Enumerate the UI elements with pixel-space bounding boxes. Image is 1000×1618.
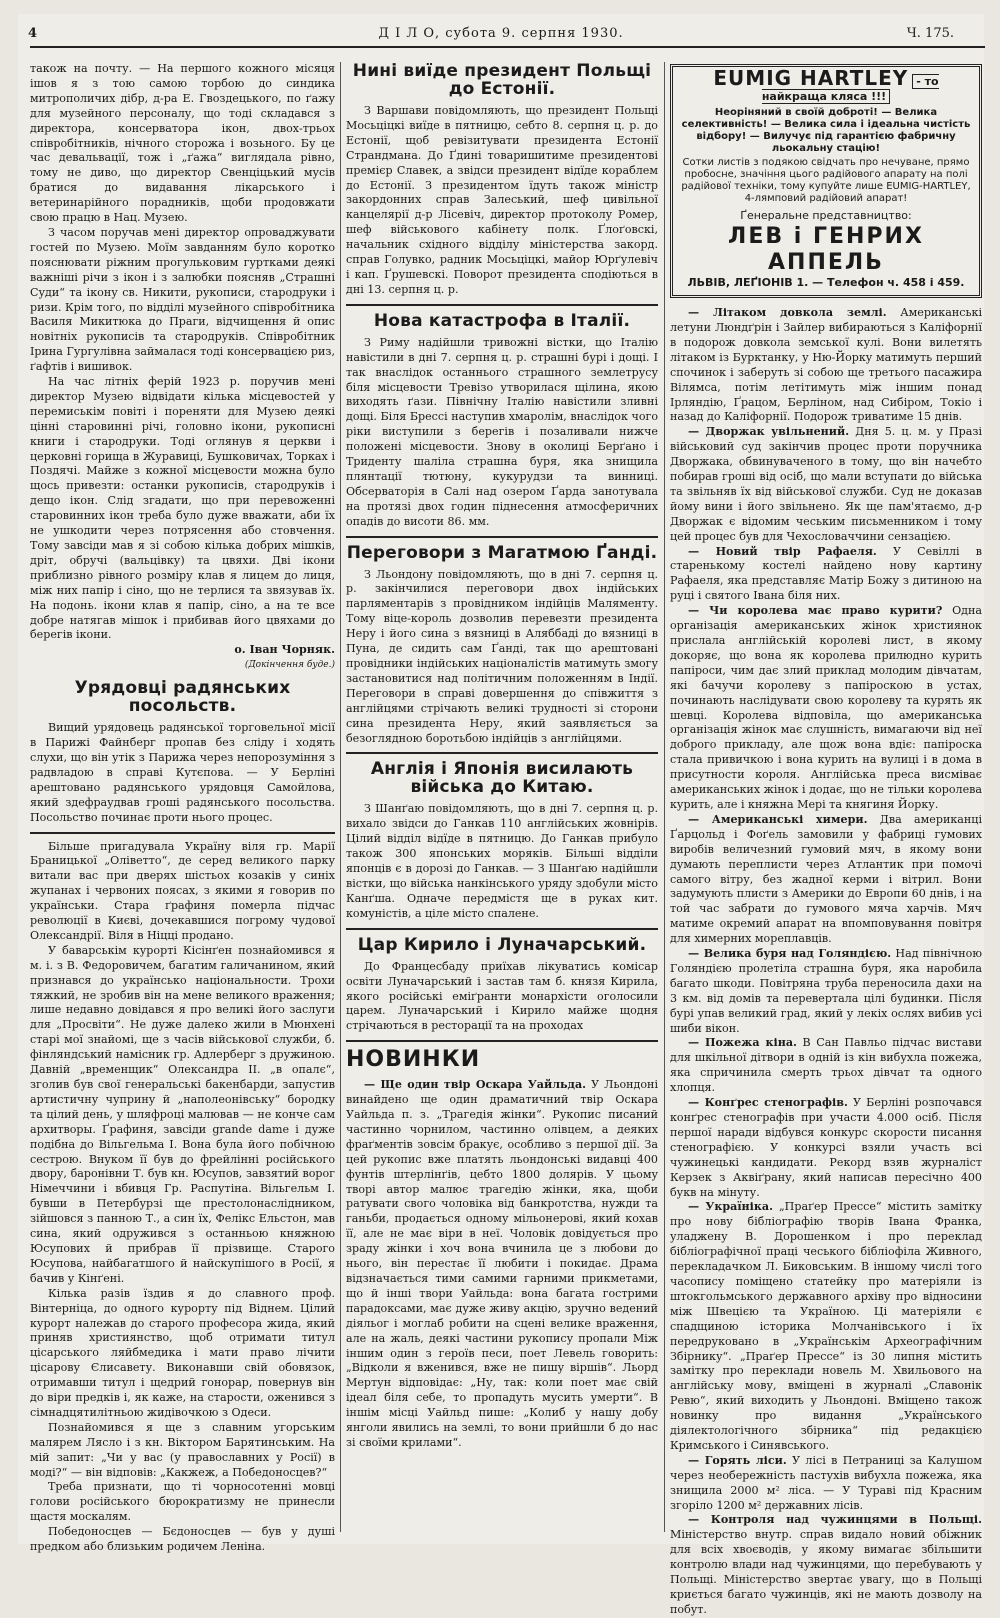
- article-paragraph: Вищий урядовець радянської торговельної місії в Парижі Файнберг пропав без сліду і ходять слухи, що він утік з Парижа через непорозуміння з радвладою в справі Кутєпова. — У Берліні арештовано радянського урядовця Самойлова, який здефраудвав гроші радянського посольства. Посольство починає проти нього процес.: [30, 721, 335, 824]
- column-right: [670, 62, 983, 1616]
- headline: Урядовці радянських посольств.: [74, 678, 291, 717]
- section-rule: [346, 1040, 658, 1042]
- header-rule: [30, 46, 985, 48]
- section-rule: [346, 752, 658, 754]
- ad-text: Сотки листів з подякою свідчать про нечуване, прямо пробосне, значіння цього радійового апарату на полі радійової техніки, тому купуйте лише EUMIG-HARTLEY, 4-лямповий радійовий апарат!: [681, 157, 971, 205]
- news-item: [670, 1200, 982, 1453]
- news-lead: — Конґрес стенографів.: [688, 1096, 848, 1110]
- headline: Нова катастрофа в Італії.: [373, 310, 631, 331]
- news-text: „Праґер Прессе“ містить замітку про нову бібліографію творів Івана Франка, уладжену В. Дорошенком і про переклад бібліографічної праці чеського бібліофіла Живного, перекладачком Л. Биковським. В іншому числі того часопису поміщено статейку про матеріяли із штокгольмського державного архіву про відносини між Швецією та Україною. Ці матеріяли є спадщиною історика Молчанівського і їх передруковано в „Українськім Археографічним Збірнику“. „Праґер Прессе“ із 30 липня містить замітку про переклади новель М. Хвильового на англійську мову, вміщені в журналі „Славонік Ревю“, який виходить у Льондоні. Вміщено також новинку про видання „Українського діялектологічного збірника“ під редакцією Кримського і Синявського.: [670, 1200, 983, 1452]
- news-lead: — Горять ліси.: [688, 1453, 787, 1467]
- news-lead: — Контроля над чужинцями в Польщі.: [688, 1513, 982, 1527]
- news-text: У лісі в Петраниці за Калушом через необережність пастухів вибухла пожежа, яка знищила 2000 м² ліса. — У Тураві під Красним згоріло 1200 м² державних лісів.: [670, 1453, 982, 1512]
- issue-number: Ч. 175.: [906, 26, 954, 41]
- news-lead: — Україніка.: [688, 1200, 773, 1214]
- article-paragraph: З часом поручав мені директор опроваджувати гостей по Музею. Моїм завданням було коротко пояснювати ріжним прогульковим гуртками деякі важніші річи з ікон і з залюбки поясняв „Страшні Суди“ та ікону св. Никити, рукописи, стародруки і ризи. Крім того, по відділі музейного співробітника Василя Микитюка до Праги, відчищення й опис новітніх рукописів та стародруків. Співробітник Ірина Гургулівна займалася тоді консервацією риз, ґафтів і вишивок.: [30, 225, 335, 374]
- news-item: [670, 306, 982, 425]
- news-item: [670, 1454, 982, 1514]
- news-lead: — Новий твір Рафаеля.: [688, 544, 877, 558]
- ad-brand: EUMIG HARTLEY: [713, 66, 909, 90]
- article-paragraph: Познайомився я ще з славним угорським малярем Лясло і з кн. Віктором Барятинським. На мій запит: „Чи у вас (у православних у Росії) в моді?“ — він відповів: „Какжеж, а Победоносцев?“: [30, 1420, 335, 1479]
- news-lead: — Пожежа кіна.: [688, 1036, 797, 1050]
- column-divider: [664, 62, 665, 1532]
- masthead: Д І Л О, субота 9. серпня 1930.: [378, 26, 624, 41]
- ad-representative-label: Ґенеральне представництво:: [740, 209, 912, 223]
- article-paragraph: Победоносцев — Бєдоносцев — був у душі предком або близьким родичем Леніна.: [30, 1525, 335, 1554]
- article-paragraph: також на почту. — На першого кожного місяця ішов я з тою самою торбою до синдика митрополичих дібр, д-ра Е. Гвоздецького, по ґажу для музейного персоналу, що тоді складався з директора, консерватора ікон, двох-трьох співробітників, нічного сторожа і возьного. Бу це час девальвації, тож і „ґажа“ виглядала рівно, тому не диво, що директор Свенціцький мусів братися до видавання лікарського і ветеринарійного порадників, щоби продовжати свою працю в Нац. Музею.: [30, 62, 335, 225]
- column-left: [30, 62, 335, 1554]
- news-text: Дня 5. ц. м. у Празі військовий суд закінчив процес проти поручника Дворжака, обвинуваченого в тому, що він начебто побирав гроші від осіб, що мали вступати до війська та звільняв їх від військової служби. Суд не доказав йому вини і його звільнено. Як ще пам'ятаємо, д-р Дворжак є відомим чеським письменником і тому цей процес був для Чехословаччини сензацією.: [670, 425, 982, 543]
- news-lead: — Дворжак увільнений.: [688, 425, 850, 439]
- news-item: [346, 1078, 658, 1451]
- section-rule: [346, 536, 658, 538]
- article-paragraph: На час літніх ферій 1923 р. поручив мені директор Музею відвідати кілька місцевостей у перемиськім повіті і пореняти для Музею деякі цінні старовинні річі, головно ікони, рукописні книги і стародруки. Тоді оглянув я церкви і церковні горища в Журавиці, Бушковичах, Торках і Поздячі. Майже з кожної місцевости можна було щось привезти: останки рукописів, стародруків і дещо ікон. Слід згадати, що при перевоженні старовинних ікон треба було дуже вважати, аби їх не ушкодити через потрясення або стовчення. Тому завсіди мав я зі собою кілька добрих мішків, дріт, обручі (вальцівку) та цвяхи. Дві ікони приблизно рівного розміру клав я лицем до лиця, між них папір і сіно, що не терлися та звязував їх. На подонь. ікони клав я папір, сіно, а на те все добре натягав мішок і прибивав його цвяхами до берегів ікони.: [30, 375, 335, 642]
- news-item: [670, 813, 982, 947]
- news-text: Два американці Ґарцольд і Фоґель замовили у фабриці гумових виробів величезний гумовий мяч, в якому вони думають переплисти через Атлантик при помочі самого вітру, без жадної керми і вітрил. Вони задумують плисти з Америки до Европи 60 днів, і на той час забрати до гумового мяча харчів. Мяч матиме окремий апарат на впомповування повітря для химерних мореплавців.: [670, 812, 982, 946]
- news-lead: — Велика буря над Голяндією.: [688, 947, 892, 961]
- article-paragraph: Треба признати, що ті чорносотенні мовці голови російського бюрократизму не принесли щастя москалям.: [30, 1480, 335, 1524]
- author-signature: о. Іван Чорняк.: [234, 643, 335, 657]
- article-paragraph: З Льондону повідомляють, що в дні 7. серпня ц. р. закінчилися переговори двох індійських парляментарів з провідником індійців Маляменту. Тому віце-король дозволив перевезти президента Неру і його сина з вязниці в Аляббаді до вязниці в Пуна, де сидить сам Ґанді, так що арештовані провідники індійських націоналістів матимуть змогу застановитися над політичним положенням в Індії. Переговори в справі довершення до співжиття з англійцями стрічають великі трудності зі сторони сина президента Неру, який заявляється за безоглядною боротьбою індійців з англійцями.: [346, 567, 658, 745]
- ad-text: Неоріняний в своїй доброті! — Велика селективність! — Велика сила і ідеальна чистість відбору! — Вилучує під гарантією фабричну льокальну стацію!: [681, 107, 971, 155]
- news-text: Міністерство внутр. справ видало новий обіжник для всіх хвоєводів, у якому вимагає збільшити контролю влади над чужинцями, що перебувають у Польщі. Міністерство звертає увагу, що в Польщі криється багато чужинців, які не мають дозволу на побут.: [670, 1528, 982, 1616]
- article-paragraph: Більше пригадувала Україну віля гр. Марії Браницької „Оліветто“, де серед великого парку витали вас при дверях шістьох козаків у синіх жупанах і червоних поясах, з якими я говорив по українськи. Стара ґрафиня померла підчас революції в Києві, дочекавшися погрому чудової Олександрії. Віля в Ніцці продано.: [30, 839, 335, 942]
- article-paragraph: З Риму надійшли тривожні вістки, що Італію навістили в дні 7. серпня ц. р. страшні бурі і дощі. І так внаслідок останнього страшного землетрусу біля місцевости Тревізо утворилася щілина, якою виходять ґази. Північну Італію навістили зливні дощі. Біля Брессі наступив хмаролім, внаслідок чого ріки виступили з берегів і позаливали нижче положені місцевости. Знову в околиці Берґано і Триденту шаліла страшна буря, яка знищила плянтації тютюну, кукурудзи та винниці. Обсерваторія в Салі над озером Ґарда занотувала на протязі двох годин піднесення атмосферичних опадів до висоти 86. мм.: [346, 335, 658, 528]
- news-lead: — Чи королева має право курити?: [688, 604, 943, 618]
- section-rule: [346, 304, 658, 306]
- page-header: [18, 22, 984, 46]
- article-paragraph: У баварськім курорті Кісінґен познайомився я м. і. з В. Федоровичем, багатим галичанином, який признався до українсько національности. Трохи тяжкий, не зробив він на мене великого враження; лише недавно довідався я про великі його заслуги для „Просвіти“. Не дуже далеко жили в Мюнхені старі мої знайомі, ще з часів військової служби, б. фінляндський намісник гр. Адлерберг з дружиною. Давній „временщик“ Олександра ІІ. „в опалє“, зголив був свої генеральські бакенбарди, запустив артистичну чуприну й „наполеонівську“ бородку та цілий день, у шляфроці малював — не конче сам архитворы. Ґрафиня, завсіди grande dame і дуже подібна до Вільгельма І. Вона була його побічною сестрою. Внуком її був до фрейлінні російського двору, баронівни Т. був кн. Юсупов, завзятий ворог Німеччини і вбивця Гр. Распутіна. Вільгельм І. бувши в Петербурзі ще престолонаслідником, зійшовся з панною Т., а син їх, Фелікс Ельстон, мав сина, який одружився з останньою княжною Юсупових й прибрав її прізвище. Старого Юсупова, найбагатшого й найскупішого в Росії, я бачив у Кінґені.: [30, 943, 335, 1285]
- article-paragraph: З Шанґаю повідомляють, що в дні 7. серпня ц. р. вихало звідси до Ганкав 110 англійських жовнірів. Цілий відділ відїде в пятницю. До Ганкав прибуло також 300 японських моряків. Більші відділи японців є в дорозі до Ганкав. — З Шанґаю надійшли вістки, що війська нанкінського уряду здобули місто Канґша. Одначе передмістя ще в руках кит. комуністів, а ціле місто спалене.: [346, 802, 658, 920]
- news-item: [670, 545, 982, 605]
- section-rule: [346, 928, 658, 930]
- news-lead: — Ще один твір Оскара Уайльда.: [364, 1078, 587, 1092]
- column-middle: [346, 62, 658, 1532]
- news-lead: — Літаком довкола землі.: [688, 306, 887, 320]
- section-rule: [30, 832, 335, 834]
- news-text: У Льондоні винайдено ще один драматичний твір Оскара Уайльда п. з. „Трагедія жінки“. Рукопис писаний частинно чорнилом, частинно олівцем, а деяких фраґментів зовсім бракує, особливо з першої дії. За цей рукопис вже платять льондонські видавці 400 фунтів штерлінґів, цебто 1800 долярів. У цьому творі автор малює трагедію жінки, яка, щоби ратувати свого чоловіка від банкротства, нужди та ганьби, продається одному мільонерові, який кохав її, але не має віри в неї. Чоловік довідується про зраду жінки і хоч вона вчинила це з любови до нього, він перестає її любити і покидає. Драма відзначається тими самими гарними прикметами, що й інші твори Уайльда: вона багата гострими парадоксами, має дуже живу акцію, зручно ведений діяльог і моглаб робити на сцені велике враження, але на жаль, деякі частини рукопису пропали Між іншим один з героїв песи, поет Левель говорить: „Відколи я вженився, вже не пишу віршів“. Льорд Мертун відповідає: „Ну, так: коли поет має свій ідеал біля себе, то пропадуть мусить умерти“. В іншім місці Уайльд пише: „Колиб у нашу добу янголи явились на землі, то вони прийшли б до нас зі своїми крилами“.: [346, 1078, 659, 1449]
- news-item: [670, 1096, 982, 1200]
- news-text: Американські летуни Люндґрін і Зайлер вибираються з Каліфорнії в подорож довкола земської кулі. Вони вилетять літаком із Бурктанку, у Ню-Йорку матимуть перший спочинок і заберуть зі собою ще третього пасажира Вілямса, потім летітимуть між іншим понад Ірляндію, Ґрацом, Берліном, над Сибіром, Токіо і назад до Каліфорнії. Подорож триватиме 15 днів.: [670, 306, 982, 424]
- news-text: В Сан Павльо підчас вистави для шкільної дітвори в одній із кін вибухла пожежа, яка спричинила смерть трьох дівчат та одного хлопця.: [670, 1036, 983, 1095]
- news-text: Над північною Голяндією пролетіла страшна буря, яка наробила багато шкоди. Повітряна труба переносила дахи на 3 км. від домів та перевертала цілі будинки. Після бурі упав великий град, який у лекіх ослях вибив усі шиби вікон.: [670, 947, 983, 1035]
- news-item: [670, 604, 982, 813]
- news-text: У Берліні розпочався конґрес стенографів при участи 4.000 осіб. Після першої наради відбувся конкурс скорости писання стенографією. У конкурсі взяли участь всі чужинецькі кандидати. Рекорд взяв журналіст Керзек з Аквіґрану, який написав пересічно 400 букв на мінуту.: [670, 1096, 982, 1199]
- advertisement: [670, 64, 982, 298]
- news-item: [670, 1513, 982, 1617]
- headline: Нині виїде президент Польщі до Естонії.: [352, 61, 652, 99]
- section-title-news: НОВИНКИ: [346, 1047, 481, 1073]
- news-text: У Севіллі в старенькому костелі найдено нову картину Рафаеля, яка представляє Матір Божу з дитиною на руці і святого Івана біля них.: [670, 544, 982, 603]
- headline: Цар Кирило і Луначарський.: [357, 934, 647, 955]
- headline: Англія і Японія висилають війська до Китаю.: [370, 759, 634, 798]
- article-paragraph: Кілька разів їздив я до славного проф. Вінтерніца, до одного курорту під Віднем. Цілий курорт належав до старого професора жида, який приняв християнство, щоб отримати титул цісарського ляйбмедика і мати право лічити цісарову Єлисавету. Виконавши свій обовязок, отримавши титул і щедрий гонорар, повернув він до віри предків і, як каже, на старости, оженився з сімнадцятилітньою жидівочкою з Одеси.: [30, 1286, 335, 1419]
- article-paragraph: З Варшави повідомляють, що президент Польщі Мосьціцкі виїде в пятницю, себто 8. серпня ц. р. до Естонії, щоб ревізитувати президента Естонії Страндмана. До Ґдині товаришитиме президентові премієр Славек, а звідси президент відїде кораблем до Естонії. З президентом їдуть також міністр закордонних справ Залеський, шеф цивільної канцелярії д-р Лісевіч, директор протоколу Ромер, шеф військового кабінету полк. Ґлоґовскі, начальник східного відділу міністерства закорд. справ Голувко, радник Мосьціцкі, майор Юрґулевіч і кап. Ґрушевскі. Поворот президента сподіються в дні 13. серпня ц. р.: [346, 104, 658, 296]
- page-number: 4: [28, 26, 38, 41]
- continuation-note: (Докінчення буде.): [244, 660, 335, 671]
- ad-company: ЛЕВ і ГЕНРИХ АППЕЛЬ: [728, 224, 924, 276]
- news-lead: — Американські химери.: [688, 812, 868, 826]
- headline: Переговори з Магатмою Ґанді.: [346, 542, 658, 563]
- news-item: [670, 425, 982, 544]
- article-paragraph: До Францесбаду приїхав лікуватись комісар освіти Луначарський і застав там б. князя Кирила, якого російські еміґранти монархісти оголосили царем. Луначарський і Кирило майже щодня стрічаються в ресторації та на проходах: [346, 959, 658, 1033]
- news-item: [670, 947, 982, 1036]
- news-item: [670, 1036, 982, 1096]
- ad-brand-tagline: - то найкраща кляса !!!: [761, 74, 939, 103]
- ad-address: ЛЬВІВ, ЛЕҐІОНІВ 1. — Телефон ч. 458 і 459.: [687, 276, 965, 290]
- column-divider: [340, 62, 341, 1532]
- news-text: Одна організація американських жінок християнок прислала англійській королеві лист, в якому докоряє, що вона як королева прилюдно курить папіроси, чим дає злий приклад молодим дівчатам, які бачучи королеву з папіроскою в устах, починають наслідувати свою королеву та курять як шевці. Королева відповіла, що американська організація жінок має слушність, вимагаючи від неї доброго прикладу, але щож вона вдіє: папіроска стала привичкою і вона курить на вулиці і в дома в присутности короля. Англійська преса висміває американських жінок і додає, що не тільки королева курить, але і княжна Мері та княгиня Йорку.: [670, 604, 983, 811]
